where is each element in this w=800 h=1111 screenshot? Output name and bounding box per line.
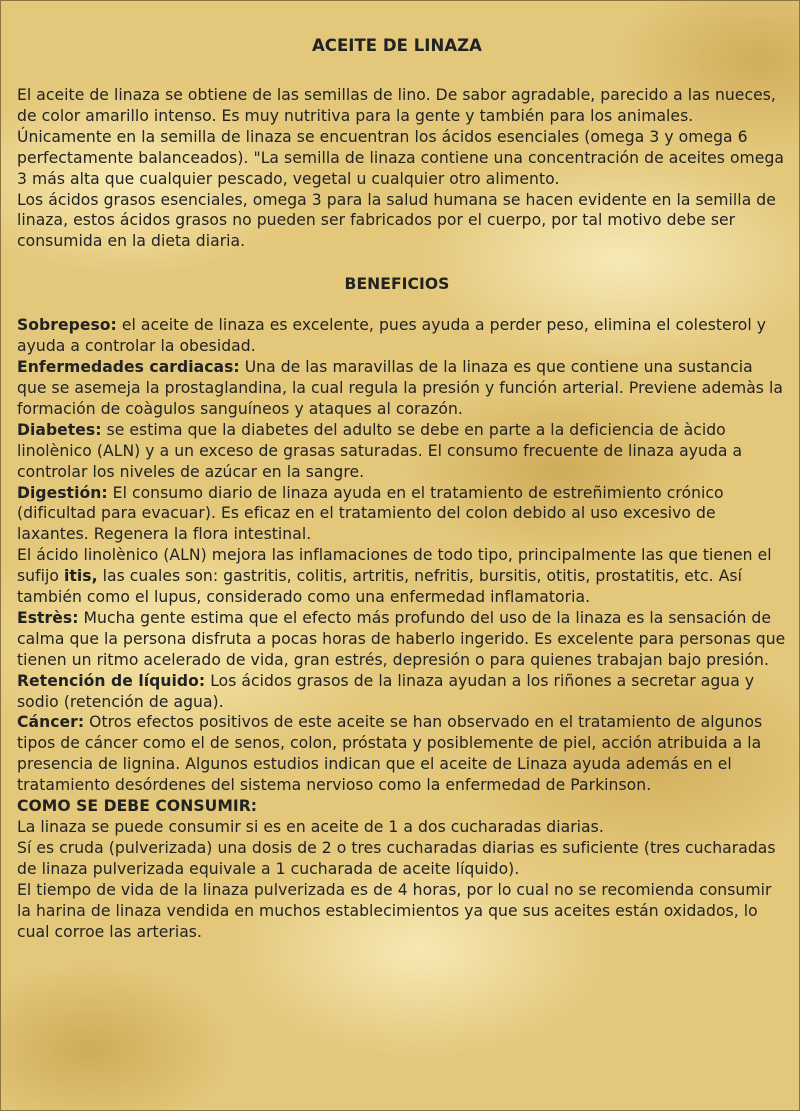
intro-paragraph: El aceite de linaza se obtiene de las semillas de lino. De sabor agradable, parecido a las nueces, de color amarillo intenso. Es muy nutritiva para la gente y también para los animales. [17,86,776,125]
benefit-digestion [17,483,787,546]
benefit-text: El consumo diario de linaza ayuda en el tratamiento de estreñimiento crónico (dificultad para evacuar). Es eficaz en el tratamiento del colon debido al uso excesivo de laxantes. Regenera la flora intestinal. [17,483,724,544]
benefit-label: Enfermedades cardiacas: [17,358,240,377]
consume-heading [17,796,787,817]
benefit-text: Los ácidos grasos de la linaza ayudan a los riñones a secretar agua y sodio (retención de agua). [17,671,755,711]
benefit-label: Estrès: [17,608,79,627]
benefit-bold-term: itis, [64,567,98,586]
benefit-estres [17,608,787,671]
benefit-text: Una de las maravillas de la linaza es que contiene una sustancia que se asemeja la prostaglandina, la cual regula la presión y función arterial. Previene ademàs la formación de coàgulos sanguíneos y ataques al corazón. [17,358,783,418]
benefit-cardiacas [17,357,787,420]
benefit-text: Otros efectos positivos de este aceite se han observado en el tratamiento de algunos tipos de cáncer como el de senos, colon, próstata y posiblemente de piel, acción atribuida a la presencia de lignina. Algunos estudios indican que el aceite de Linaza ayuda además en el tratamiento desórdenes del sistema nervioso como la enfermedad de Parkinson. [17,713,763,795]
document-body [17,34,787,942]
benefit-label: Sobrepeso: [17,316,117,335]
benefit-cancer [17,712,787,796]
consume-paragraph: La linaza se puede consumir si es en aceite de 1 a dos cucharadas diarias. [17,818,604,836]
benefit-text: el aceite de linaza es excelente, pues ayuda a perder peso, elimina el colesterol y ayuda a controlar la obesidad. [17,316,767,356]
benefit-text: las cuales son: gastritis, colitis, artritis, nefritis, bursitis, otitis, prostatitis, etc. Así también como el lupus, considerado como una enfermedad inflamatoria. [17,567,742,607]
intro-paragraph: Los ácidos grasos esenciales, omega 3 para la salud humana se hacen evidente en la semilla de linaza, estos ácidos grasos no pueden ser fabricados por el cuerpo, por tal motivo debe ser consumida en la dieta diaria. [17,190,776,251]
benefit-label: Diabetes: [17,420,102,439]
benefit-label: Retención de líquido: [17,671,206,690]
benefits-heading: BENEFICIOS [344,275,450,294]
benefit-text: se estima que la diabetes del adulto se debe en parte a la deficiencia de àcido linolènico (ALN) y a un exceso de grasas saturadas. El consumo frecuente de linaza ayuda a controlar los niveles de azúcar en la sangre. [17,420,743,481]
consume-heading-text: COMO SE DEBE CONSUMIR: [17,797,258,816]
benefit-label: Digestión: [17,483,108,502]
benefit-text: Mucha gente estima que el efecto más profundo del uso de la linaza es la sensación de calma que la persona disfruta a pocas horas de haberlo ingerido. Es excelente para personas que tienen un ritmo acelerado de vida, gran estrés, depresión o para quienes trabajan bajo presión. [17,608,786,669]
page-title: ACEITE DE LINAZA [311,36,483,55]
benefit-label: Cáncer: [17,713,85,732]
benefit-diabetes [17,420,787,483]
intro-paragraph: Únicamente en la semilla de linaza se encuentran los ácidos esenciales (omega 3 y omega 6 perfectamente balanceados). "La semilla de linaza contiene una concentración de aceites omega 3 más alta que cualquier pescado, vegetal u cualquier otro alimento. [17,127,784,188]
benefit-retencion [17,671,787,713]
benefit-aln [17,545,787,608]
benefit-sobrepeso [17,315,787,357]
consume-paragraph: El tiempo de vida de la linaza pulverizada es de 4 horas, por lo cual no se recomienda consumir la harina de linaza vendida en muchos establecimientos ya que sus aceites están oxidados, lo cual corroe las arterias. [17,880,772,941]
benefit-text: El ácido linolènico (ALN) mejora las inflamaciones de todo tipo, principalmente las que tienen el sufijo [17,546,772,586]
consume-paragraph: Sí es cruda (pulverizada) una dosis de 2 o tres cucharadas diarias es suficiente (tres cucharadas de linaza pulverizada equivale a 1 cucharada de aceite líquido). [17,838,776,878]
